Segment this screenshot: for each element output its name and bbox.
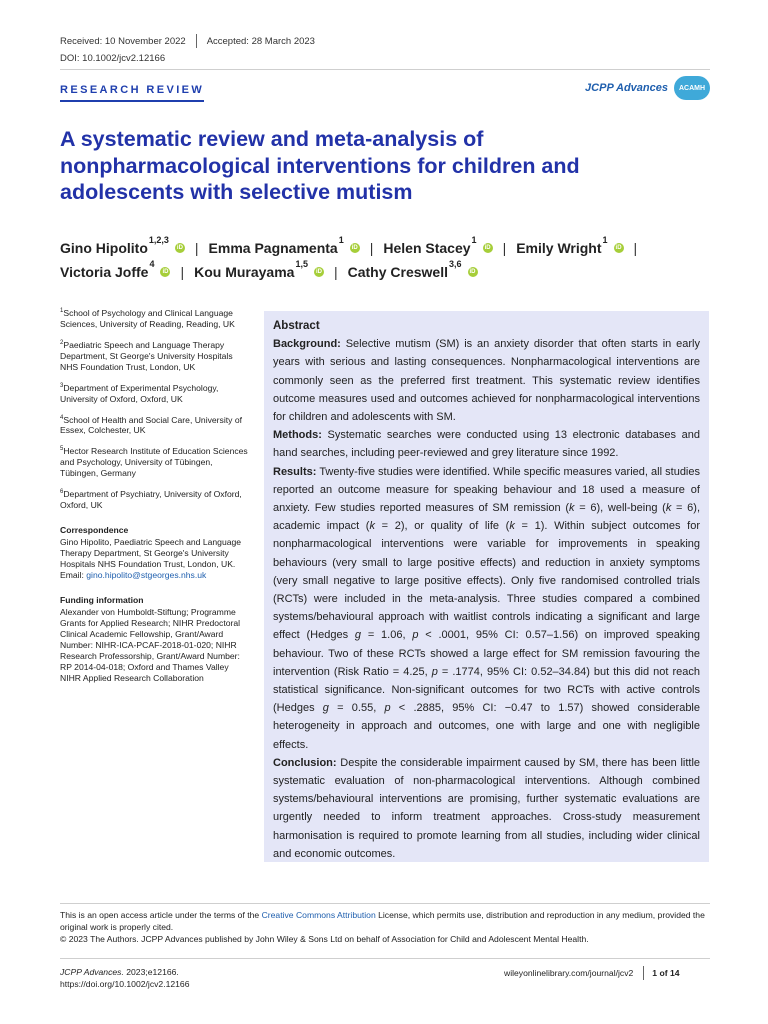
affiliations xyxy=(60,306,250,684)
funding-text: Alexander von Humboldt-Stiftung; Programme Grants for Applied Research; NIHR Predoctoral Clinical Academic Fellowship, Grant/Award Number: NIHR-ICA-PCAF-2018-01-020; NIHR Research Professorship, Grant/Award Number: RP 2014-04-018; Oxford and Thames Valley NIHR Applied Research Collaboration xyxy=(60,607,241,684)
orcid-icon[interactable]: iD xyxy=(351,245,358,251)
abstract-conclusion: Conclusion: Despite the considerable impairment caused by SM, there has been little systematic evaluation of non-pharmacological interventions. Although combined systems/behavioural interventions are promising, further systematic evaluations are urgently needed to inform treatment approaches. Cross-study measurement harmonisation is required to promote learning from all studies, including wider clinical and economic outcomes. xyxy=(273,756,700,860)
email-link[interactable]: gino.hipolito@stgeorges.nhs.uk xyxy=(86,570,207,581)
abstract-box xyxy=(264,311,709,862)
orcid-icon[interactable]: iD xyxy=(469,269,476,275)
correspondence-text: Gino Hipolito, Paediatric Speech and Language Therapy Department, St George's University Hospitals NHS Foundation Trust, London, UK. xyxy=(60,537,242,570)
accepted-date: Accepted: 28 March 2023 xyxy=(206,35,315,47)
header-rule xyxy=(60,69,710,70)
affiliation: $^6$Department of Psychiatry, University of Oxford, Oxford, UK xyxy=(60,489,242,511)
orcid-icon[interactable]: iD xyxy=(484,245,491,251)
received-date: Received: 10 November 2022 xyxy=(60,35,186,47)
correspondence-email: Email: gino.hipolito@stgeorges.nhs.uk xyxy=(60,570,207,581)
affiliation: $^2$Paediatric Speech and Language Therapy Department, St George's University Hospitals NHS Foundation Trust, London, UK xyxy=(60,339,233,372)
divider xyxy=(643,966,644,980)
affiliation: $^3$Department of Experimental Psychology, University of Oxford, Oxford, UK xyxy=(60,382,219,404)
abstract-results: Results: Twenty-five studies were identified. While specific measures varied, all studies reported an outcome measure for speaking behaviour and 18 used a measure of anxiety. Few studies reported measures of SM remission (k = 6), well-being (k = 6), academic impact (k = 2), or quality of life (k = 1). Within subject outcomes for nonpharmacological interventions were variable for improvements in speaking behaviours (very small to large positive effects) and reduction in anxiety symptoms (very small negative to large positive effects). Only five randomised controlled trials (RCTs) were included in the meta-analysis. Three studies compared a combined systems/behavioural approach with waitlist controls indicating a significant and large effect (Hedges g = 1.06, p < .0001, 95% CI: 0.57–1.56) on improved speaking behaviour. Two of these RCTs showed a large effect for SM remission favouring the intervention (Risk Ratio = 4.25, p = .1774, 95% CI: 0.52–34.84) but this did not reach statistical significance. Non-significant outcomes for two RCTs with active controls (Hedges g = 0.55, p < .2885, 95% CI: −0.47 to 1.57) showed considerable heterogeneity in approach and outcomes, one with large and one with negligible effects. xyxy=(273,465,701,751)
affiliation: $^4$School of Health and Social Care, University of Essex, Colchester, UK xyxy=(60,414,242,436)
orcid-icon[interactable]: iD xyxy=(162,269,169,275)
license-note xyxy=(60,909,710,945)
journal-name: JCPP Advances xyxy=(585,82,668,94)
doi-header: DOI: 10.1002/jcv2.12166 xyxy=(60,53,166,64)
cc-license-link[interactable]: Creative Commons Attribution xyxy=(261,910,376,920)
author[interactable]: Emily Wright $^1$ iD xyxy=(516,235,622,256)
article-title: A systematic review and meta-analysis of nonpharmacological interventions for children and adolescents with selective mutism xyxy=(60,127,580,204)
citation: JCPP Advances. 2023;e12166. xyxy=(60,967,179,977)
orcid-icon[interactable]: iD xyxy=(615,245,622,251)
copyright-text: © 2023 The Authors. JCPP Advances published by John Wiley & Sons Ltd on behalf of Association for Child and Adolescent Mental Health. xyxy=(60,934,589,944)
author[interactable]: Gino Hipolito $^{1,2,3}$ iD xyxy=(60,235,183,256)
funding-heading: Funding information xyxy=(60,595,144,606)
abstract-methods: Methods: Systematic searches were conducted using 13 electronic databases and hand searches, including peer-reviewed and grey literature since 1992. xyxy=(273,429,700,460)
doi-url[interactable]: https://doi.org/10.1002/jcv2.12166 xyxy=(60,979,190,989)
footer-rule xyxy=(60,958,710,959)
section-label: RESEARCH REVIEW xyxy=(60,84,204,102)
affiliation: $^1$School of Psychology and Clinical Language Sciences, University of Reading, Reading, UK xyxy=(60,307,235,329)
abstract-background: Background: Selective mutism (SM) is an anxiety disorder that often starts in early years with serious and lasting consequences. Nonpharmacological interventions are commonly seen as the preferred first treatment. This systematic review identifies outcome measures used and outcomes achieved for nonpharmacological interventions for children and adolescents with SM. xyxy=(273,338,701,424)
author[interactable]: Cathy Creswell $^{3,6}$ iD xyxy=(347,259,476,280)
footnote-rule xyxy=(60,903,710,904)
author[interactable]: Helen Stacey $^1$ iD xyxy=(383,235,491,256)
abstract-heading: Abstract xyxy=(273,320,320,332)
author[interactable]: Emma Pagnamenta $^1$ iD xyxy=(208,235,358,256)
article-dates xyxy=(60,34,315,48)
divider xyxy=(196,34,197,48)
license-text: This is an open access article under the terms of the Creative Commons Attribution License, which permits use, distribution and reproduction in any medium, provided the original work is properly cited. xyxy=(60,910,705,932)
affiliation: $^5$Hector Research Institute of Education Sciences and Psychology, University of Tübingen, Tübingen, Germany xyxy=(60,446,248,479)
acamh-logo: ACAMH xyxy=(674,76,710,100)
orcid-icon[interactable]: iD xyxy=(315,269,322,275)
footer-citation xyxy=(60,966,189,990)
author-list: Gino Hipolito $^{1,2,3}$ iD | Emma Pagnamenta $^1$ iD | Helen Stacey $^1$ iD | Emily Wright $^1$ iD | Victoria Joffe $^4$ iD | Kou Murayama $^{1,5}$ iD | Cathy Creswell $^{3,6}$ iD xyxy=(60,236,720,284)
author[interactable]: Kou Murayama $^{1,5}$ iD xyxy=(194,259,322,280)
correspondence-heading: Correspondence xyxy=(60,525,129,536)
page-number: 1 of 14 xyxy=(652,968,680,978)
journal-brand xyxy=(585,76,710,100)
journal-site[interactable]: wileyonlinelibrary.com/journal/jcv2 xyxy=(504,968,634,978)
orcid-icon[interactable]: iD xyxy=(176,245,183,251)
author[interactable]: Victoria Joffe $^4$ iD xyxy=(60,259,169,280)
footer-right xyxy=(504,966,680,980)
